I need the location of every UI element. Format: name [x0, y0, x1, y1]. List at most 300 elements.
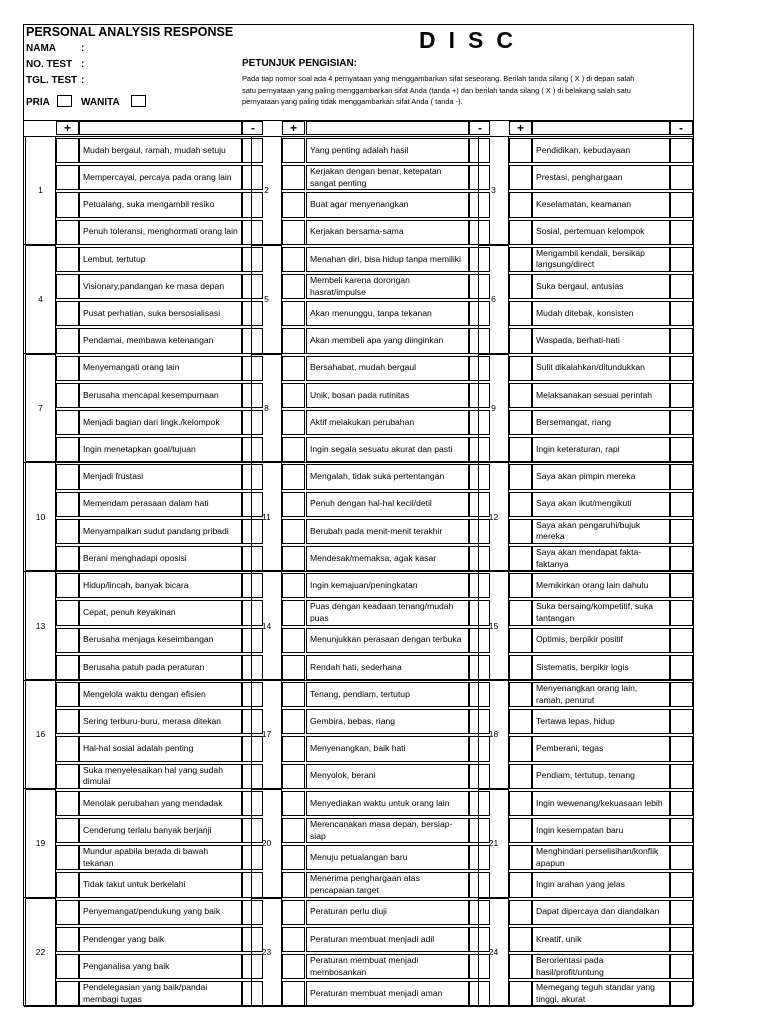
- statement-cell: [79, 165, 242, 190]
- statement-cell: [306, 301, 469, 326]
- statement-cell: [306, 220, 469, 245]
- plus-mark-box[interactable]: [282, 709, 305, 734]
- minus-mark-box[interactable]: [670, 927, 693, 952]
- minus-mark-box[interactable]: [670, 736, 693, 761]
- statement-cell: [306, 736, 469, 761]
- statement-cell: [79, 655, 242, 680]
- statement-text: Berani menghadapi oposisi: [83, 552, 187, 563]
- statement-text: Menyemangati orang lain: [83, 362, 180, 373]
- statement-cell: [306, 818, 469, 843]
- plus-mark-box[interactable]: [56, 736, 79, 761]
- statement-text: Merencanakan masa depan, bersiap-siap: [310, 819, 453, 841]
- statement-text: Pusat perhatian, suka bersosialisasi: [83, 308, 221, 319]
- plus-mark-box[interactable]: [282, 546, 305, 571]
- group-separator: [24, 788, 693, 789]
- statement-text: Saya akan mendapat fakta-faktanya: [536, 547, 642, 569]
- minus-mark-box[interactable]: [670, 845, 693, 870]
- statement-text: Tenang, pendiam, tertutup: [310, 688, 410, 699]
- statement-text: Peraturan membuat menjadi adil: [310, 933, 435, 944]
- minus-mark-box[interactable]: [670, 954, 693, 979]
- plus-mark-box[interactable]: [282, 764, 305, 789]
- statement-cell: [79, 954, 242, 979]
- minus-mark-box[interactable]: [670, 709, 693, 734]
- plus-mark-box[interactable]: [56, 492, 79, 517]
- minus-mark-box[interactable]: [670, 165, 693, 190]
- statement-text: Sulit dikalahkan/ditundukkan: [536, 362, 645, 373]
- statement-cell: [532, 927, 670, 952]
- statement-cell: [79, 301, 242, 326]
- statement-cell: [532, 247, 670, 272]
- plus-mark-box[interactable]: [56, 600, 79, 625]
- statement-cell: [79, 981, 242, 1006]
- plus-mark-box[interactable]: [509, 791, 532, 816]
- plus-mark-box[interactable]: [509, 709, 532, 734]
- plus-mark-box[interactable]: [282, 383, 305, 408]
- nama-label: NAMA: [26, 43, 56, 54]
- statement-text: Menahan diri, bisa hidup tanpa memiliki: [310, 253, 461, 264]
- statement-cell: [532, 709, 670, 734]
- statement-header-cell: [79, 121, 242, 135]
- statement-cell: [532, 791, 670, 816]
- minus-mark-box[interactable]: [670, 383, 693, 408]
- plus-mark-box[interactable]: [509, 736, 532, 761]
- question-number: 7: [25, 354, 56, 463]
- plus-mark-box[interactable]: [282, 274, 305, 299]
- statement-text: Hal-hal sosial adalah penting: [83, 743, 194, 754]
- question-number: 14: [251, 571, 282, 680]
- plus-mark-box[interactable]: [282, 927, 305, 952]
- statement-cell: [306, 356, 469, 381]
- minus-mark-box[interactable]: [670, 464, 693, 489]
- plus-mark-box[interactable]: [282, 519, 305, 544]
- statement-text: Berorientasi pada hasil/profit/untung: [536, 955, 604, 977]
- minus-mark-box[interactable]: [670, 981, 693, 1006]
- statement-text: Bersahabat, mudah bergaul: [310, 362, 417, 373]
- minus-symbol: -: [251, 121, 255, 135]
- statement-cell: [532, 600, 670, 625]
- plus-mark-box[interactable]: [56, 845, 79, 870]
- plus-mark-box[interactable]: [509, 655, 532, 680]
- minus-mark-box[interactable]: [670, 519, 693, 544]
- plus-mark-box[interactable]: [509, 927, 532, 952]
- plus-mark-box[interactable]: [282, 736, 305, 761]
- statement-text: Lembut, tertutup: [83, 253, 146, 264]
- pria-checkbox[interactable]: [57, 95, 72, 107]
- question-number: 19: [25, 789, 56, 898]
- statement-text: Menyenangkan orang lain, ramah, penurut: [536, 683, 638, 705]
- statement-cell: [79, 736, 242, 761]
- plus-mark-box[interactable]: [56, 301, 79, 326]
- plus-mark-box[interactable]: [56, 927, 79, 952]
- disc-form: [23, 24, 694, 1006]
- statement-text: Sering terburu-buru, merasa ditekan: [83, 716, 222, 727]
- statement-text: Buat agar menyenangkan: [310, 199, 409, 210]
- statement-text: Saya akan pengaruhi/bujuk mereka: [536, 519, 641, 542]
- plus-mark-box[interactable]: [509, 492, 532, 517]
- statement-text: Menghindari perselisihan/konflik apapun: [536, 846, 659, 868]
- statement-cell: [306, 900, 469, 925]
- plus-mark-box[interactable]: [56, 818, 79, 843]
- minus-mark-box[interactable]: [670, 546, 693, 571]
- plus-mark-box[interactable]: [56, 274, 79, 299]
- statement-text: Unik, bosan pada rutinitas: [310, 389, 410, 400]
- plus-mark-box[interactable]: [56, 192, 79, 217]
- statement-cell: [306, 954, 469, 979]
- plus-mark-box[interactable]: [282, 165, 305, 190]
- group-separator: [24, 244, 693, 245]
- plus-mark-box[interactable]: [56, 138, 79, 163]
- plus-mark-box[interactable]: [56, 981, 79, 1006]
- plus-mark-box[interactable]: [509, 764, 532, 789]
- minus-mark-box[interactable]: [670, 220, 693, 245]
- question-number: 24: [478, 898, 509, 1007]
- statement-cell: [306, 247, 469, 272]
- statement-text: Puas dengan keadaan tenang/mudah puas: [310, 601, 454, 623]
- plus-mark-box[interactable]: [56, 791, 79, 816]
- statement-text: Peraturan perlu diuji: [310, 906, 387, 917]
- plus-mark-box[interactable]: [509, 981, 532, 1006]
- minus-mark-box[interactable]: [670, 274, 693, 299]
- group-separator: [24, 1006, 693, 1007]
- statement-cell: [532, 410, 670, 435]
- statement-cell: [306, 492, 469, 517]
- statement-cell: [532, 682, 670, 707]
- plus-mark-box[interactable]: [282, 437, 305, 462]
- plus-mark-box[interactable]: [56, 764, 79, 789]
- statement-text: Prestasi, penghargaan: [536, 172, 623, 183]
- plus-mark-box[interactable]: [56, 247, 79, 272]
- statement-cell: [532, 519, 670, 544]
- plus-symbol: +: [64, 121, 72, 135]
- disc-title: DISC: [419, 27, 526, 53]
- plus-mark-box[interactable]: [56, 519, 79, 544]
- statement-cell: [532, 220, 670, 245]
- plus-mark-box[interactable]: [282, 954, 305, 979]
- statement-cell: [532, 818, 670, 843]
- plus-mark-box[interactable]: [282, 247, 305, 272]
- statement-text: Saya akan ikut/mengikuti: [536, 498, 632, 509]
- statement-text: Akan membeli apa yang diinginkan: [310, 335, 444, 346]
- statement-text: Pendelegasian yang baik/pandai membagi tugas: [83, 982, 208, 1004]
- statement-cell: [306, 165, 469, 190]
- statement-text: Mudah bergaul, ramah, mudah setuju: [83, 144, 226, 155]
- plus-mark-box[interactable]: [509, 247, 532, 272]
- statement-text: Pendamai, membawa ketenangan: [83, 335, 214, 346]
- group-separator: [24, 136, 693, 137]
- tgl-test-colon: :: [81, 75, 85, 86]
- statement-cell: [532, 573, 670, 598]
- plus-mark-box[interactable]: [282, 791, 305, 816]
- plus-mark-box[interactable]: [56, 410, 79, 435]
- statement-text: Waspada, berhati-hati: [536, 335, 620, 346]
- statement-text: Suka menyelesaikan hal yang sudah dimulai: [83, 764, 223, 787]
- minus-mark-box[interactable]: [670, 600, 693, 625]
- question-number: 5: [251, 245, 282, 354]
- plus-mark-box[interactable]: [56, 220, 79, 245]
- statement-text: Menerima penghargaan atas pencapaian target: [310, 873, 420, 895]
- no-test-colon: :: [81, 59, 85, 70]
- statement-text: Ingin wewenang/kekuasaan lebih: [536, 797, 663, 808]
- question-number: 9: [478, 354, 509, 463]
- plus-mark-box[interactable]: [282, 900, 305, 925]
- minus-mark-box[interactable]: [670, 573, 693, 598]
- statement-cell: [79, 138, 242, 163]
- wanita-checkbox[interactable]: [131, 95, 146, 107]
- statement-cell: [532, 328, 670, 353]
- minus-mark-box[interactable]: [670, 192, 693, 217]
- question-number: 16: [25, 680, 56, 789]
- statement-header-cell: [532, 121, 670, 135]
- statement-cell: [306, 600, 469, 625]
- plus-mark-box[interactable]: [509, 628, 532, 653]
- plus-mark-box[interactable]: [509, 356, 532, 381]
- plus-mark-box[interactable]: [282, 845, 305, 870]
- statement-cell: [79, 600, 242, 625]
- plus-mark-box[interactable]: [56, 900, 79, 925]
- statement-text: Mudah ditebak, konsisten: [536, 308, 634, 319]
- plus-mark-box[interactable]: [282, 655, 305, 680]
- statement-cell: [79, 328, 242, 353]
- statement-text: Hidup/lincah, banyak bicara: [83, 580, 189, 591]
- plus-mark-box[interactable]: [56, 464, 79, 489]
- statement-text: Menyampaikan sudut pandang pribadi: [83, 525, 229, 536]
- question-number: 15: [478, 571, 509, 680]
- statement-text: Ingin keteraturan, rapi: [536, 444, 620, 455]
- plus-mark-box[interactable]: [282, 410, 305, 435]
- plus-mark-box[interactable]: [56, 546, 79, 571]
- statement-text: Penganalisa yang baik: [83, 960, 170, 971]
- plus-mark-box[interactable]: [282, 872, 305, 897]
- statement-cell: [79, 519, 242, 544]
- plus-mark-box[interactable]: [56, 356, 79, 381]
- plus-mark-box[interactable]: [56, 437, 79, 462]
- statement-text: Ingin arahan yang jelas: [536, 879, 625, 890]
- plus-mark-box[interactable]: [509, 383, 532, 408]
- statement-text: Pendidikan, kebudayaan: [536, 144, 631, 155]
- minus-header-cell: [469, 121, 490, 135]
- minus-mark-box[interactable]: [670, 682, 693, 707]
- statement-cell: [79, 573, 242, 598]
- statement-cell: [79, 872, 242, 897]
- statement-cell: [79, 356, 242, 381]
- statement-text: Kerjakan bersama-sama: [310, 226, 404, 237]
- plus-mark-box[interactable]: [56, 573, 79, 598]
- statement-cell: [306, 573, 469, 598]
- group-separator: [24, 353, 693, 354]
- question-number: 11: [251, 462, 282, 571]
- plus-mark-box[interactable]: [282, 464, 305, 489]
- statement-cell: [79, 709, 242, 734]
- statement-cell: [79, 274, 242, 299]
- statement-text: Aktif melakukan perubahan: [310, 416, 415, 427]
- statement-text: Berusaha menjaga keseimbangan: [83, 634, 214, 645]
- question-number: 12: [478, 462, 509, 571]
- statement-text: Ingin kemajuan/peningkatan: [310, 580, 418, 591]
- plus-mark-box[interactable]: [282, 328, 305, 353]
- plus-mark-box[interactable]: [509, 872, 532, 897]
- statement-text: Suka bergaul, antusias: [536, 280, 624, 291]
- statement-cell: [79, 492, 242, 517]
- group-separator: [24, 897, 693, 898]
- statement-cell: [306, 872, 469, 897]
- minus-mark-box[interactable]: [670, 791, 693, 816]
- plus-mark-box[interactable]: [509, 845, 532, 870]
- statement-cell: [532, 736, 670, 761]
- plus-mark-box[interactable]: [282, 356, 305, 381]
- plus-mark-box[interactable]: [509, 138, 532, 163]
- plus-mark-box[interactable]: [509, 546, 532, 571]
- statement-text: Kreatif, unik: [536, 933, 582, 944]
- plus-mark-box[interactable]: [509, 464, 532, 489]
- statement-text: Pendengar yang baik: [83, 933, 165, 944]
- statement-cell: [532, 900, 670, 925]
- group-separator: [24, 571, 693, 572]
- plus-mark-box[interactable]: [509, 165, 532, 190]
- plus-mark-box[interactable]: [56, 165, 79, 190]
- plus-mark-box[interactable]: [282, 818, 305, 843]
- statement-text: Melaksanakan sesuai perintah: [536, 389, 653, 400]
- plus-mark-box[interactable]: [509, 954, 532, 979]
- statement-text: Berubah pada menit-menit terakhir: [310, 525, 443, 536]
- statement-text: Mengalah, tidak suka pertentangan: [310, 471, 445, 482]
- minus-mark-box[interactable]: [670, 410, 693, 435]
- minus-mark-box[interactable]: [670, 818, 693, 843]
- minus-mark-box[interactable]: [670, 437, 693, 462]
- minus-mark-box[interactable]: [670, 764, 693, 789]
- statement-text: Memendam perasaan dalam hati: [83, 498, 209, 509]
- nama-colon: :: [81, 43, 85, 54]
- question-number: 10: [25, 462, 56, 571]
- statement-text: Mengambil kendali, bersikap langsung/direct: [536, 247, 645, 270]
- statement-text: Optimis, berpikir positif: [536, 634, 623, 645]
- statement-text: Berusaha patuh pada peraturan: [83, 661, 205, 672]
- statement-cell: [79, 410, 242, 435]
- statement-cell: [79, 845, 242, 870]
- plus-mark-box[interactable]: [509, 818, 532, 843]
- plus-mark-box[interactable]: [509, 220, 532, 245]
- plus-mark-box[interactable]: [56, 872, 79, 897]
- statement-text: Gembira, bebas, riang: [310, 716, 396, 727]
- statement-cell: [79, 818, 242, 843]
- statement-cell: [532, 764, 670, 789]
- statement-text: Menjadi bagian dari lingk./kelompok: [83, 416, 220, 427]
- plus-mark-box[interactable]: [282, 981, 305, 1006]
- plus-mark-box[interactable]: [282, 492, 305, 517]
- statement-text: Sosial, pertemuan kelompok: [536, 226, 645, 237]
- statement-text: Memegang teguh standar yang tinggi, akurat: [536, 982, 655, 1004]
- plus-mark-box[interactable]: [282, 301, 305, 326]
- minus-symbol: -: [679, 121, 683, 135]
- minus-header-cell: [670, 121, 693, 135]
- minus-mark-box[interactable]: [670, 247, 693, 272]
- statement-cell: [306, 328, 469, 353]
- plus-mark-box[interactable]: [282, 573, 305, 598]
- statement-text: Visionary,pandangan ke masa depan: [83, 280, 225, 291]
- statement-cell: [79, 927, 242, 952]
- plus-mark-box[interactable]: [56, 709, 79, 734]
- statement-cell: [532, 464, 670, 489]
- plus-symbol: +: [290, 121, 298, 135]
- minus-mark-box[interactable]: [670, 138, 693, 163]
- plus-mark-box[interactable]: [56, 383, 79, 408]
- statement-text: Menjadi frustasi: [83, 471, 144, 482]
- statement-cell: [79, 764, 242, 789]
- statement-text: Ingin kesempatan baru: [536, 824, 624, 835]
- statement-cell: [306, 927, 469, 952]
- statement-cell: [306, 682, 469, 707]
- statement-text: Peraturan membuat menjadi aman: [310, 988, 443, 999]
- plus-mark-box[interactable]: [56, 954, 79, 979]
- statement-text: Menuju petualangan baru: [310, 852, 408, 863]
- plus-mark-box[interactable]: [56, 682, 79, 707]
- minus-mark-box[interactable]: [670, 356, 693, 381]
- statement-text: Menyediakan waktu untuk orang lain: [310, 797, 450, 808]
- plus-mark-box[interactable]: [282, 628, 305, 653]
- plus-mark-box[interactable]: [282, 600, 305, 625]
- plus-mark-box[interactable]: [509, 274, 532, 299]
- plus-mark-box[interactable]: [509, 410, 532, 435]
- statement-text: Tertawa lepas, hidup: [536, 716, 615, 727]
- plus-mark-box[interactable]: [509, 437, 532, 462]
- plus-mark-box[interactable]: [509, 328, 532, 353]
- minus-mark-box[interactable]: [670, 900, 693, 925]
- plus-mark-box[interactable]: [509, 600, 532, 625]
- statement-cell: [79, 682, 242, 707]
- question-number: 22: [25, 898, 56, 1007]
- plus-mark-box[interactable]: [509, 573, 532, 598]
- plus-symbol: +: [517, 121, 525, 135]
- question-number: 1: [25, 136, 56, 245]
- statement-cell: [532, 954, 670, 979]
- plus-header-cell: [509, 121, 532, 135]
- statement-cell: [306, 464, 469, 489]
- plus-mark-box[interactable]: [56, 655, 79, 680]
- no-test-label: NO. TEST: [26, 59, 73, 70]
- statement-cell: [79, 247, 242, 272]
- minus-mark-box[interactable]: [670, 492, 693, 517]
- plus-mark-box[interactable]: [509, 301, 532, 326]
- minus-mark-box[interactable]: [670, 301, 693, 326]
- statement-cell: [532, 981, 670, 1006]
- plus-mark-box[interactable]: [509, 519, 532, 544]
- minus-mark-box[interactable]: [670, 328, 693, 353]
- form-title: PERSONAL ANALYSIS RESPONSE: [26, 25, 234, 39]
- statement-cell: [79, 383, 242, 408]
- plus-mark-box[interactable]: [282, 682, 305, 707]
- question-number: 21: [478, 789, 509, 898]
- instructions: [242, 73, 693, 108]
- statement-text: Keselamatan, keamanan: [536, 199, 632, 210]
- plus-mark-box[interactable]: [509, 682, 532, 707]
- statement-cell: [306, 764, 469, 789]
- plus-mark-box[interactable]: [282, 220, 305, 245]
- question-number: 23: [251, 898, 282, 1007]
- plus-mark-box[interactable]: [282, 138, 305, 163]
- question-number: 17: [251, 680, 282, 789]
- statement-cell: [79, 192, 242, 217]
- statement-text: Sistematis, berpikir logis: [536, 661, 629, 672]
- plus-mark-box[interactable]: [56, 628, 79, 653]
- plus-mark-box[interactable]: [282, 192, 305, 217]
- minus-mark-box[interactable]: [670, 628, 693, 653]
- minus-mark-box[interactable]: [670, 655, 693, 680]
- plus-mark-box[interactable]: [509, 900, 532, 925]
- statement-text: Menunjukkan perasaan dengan terbuka: [310, 634, 462, 645]
- plus-mark-box[interactable]: [56, 328, 79, 353]
- statement-text: Akan menunggu, tanpa tekanan: [310, 308, 432, 319]
- minus-mark-box[interactable]: [670, 872, 693, 897]
- plus-mark-box[interactable]: [509, 192, 532, 217]
